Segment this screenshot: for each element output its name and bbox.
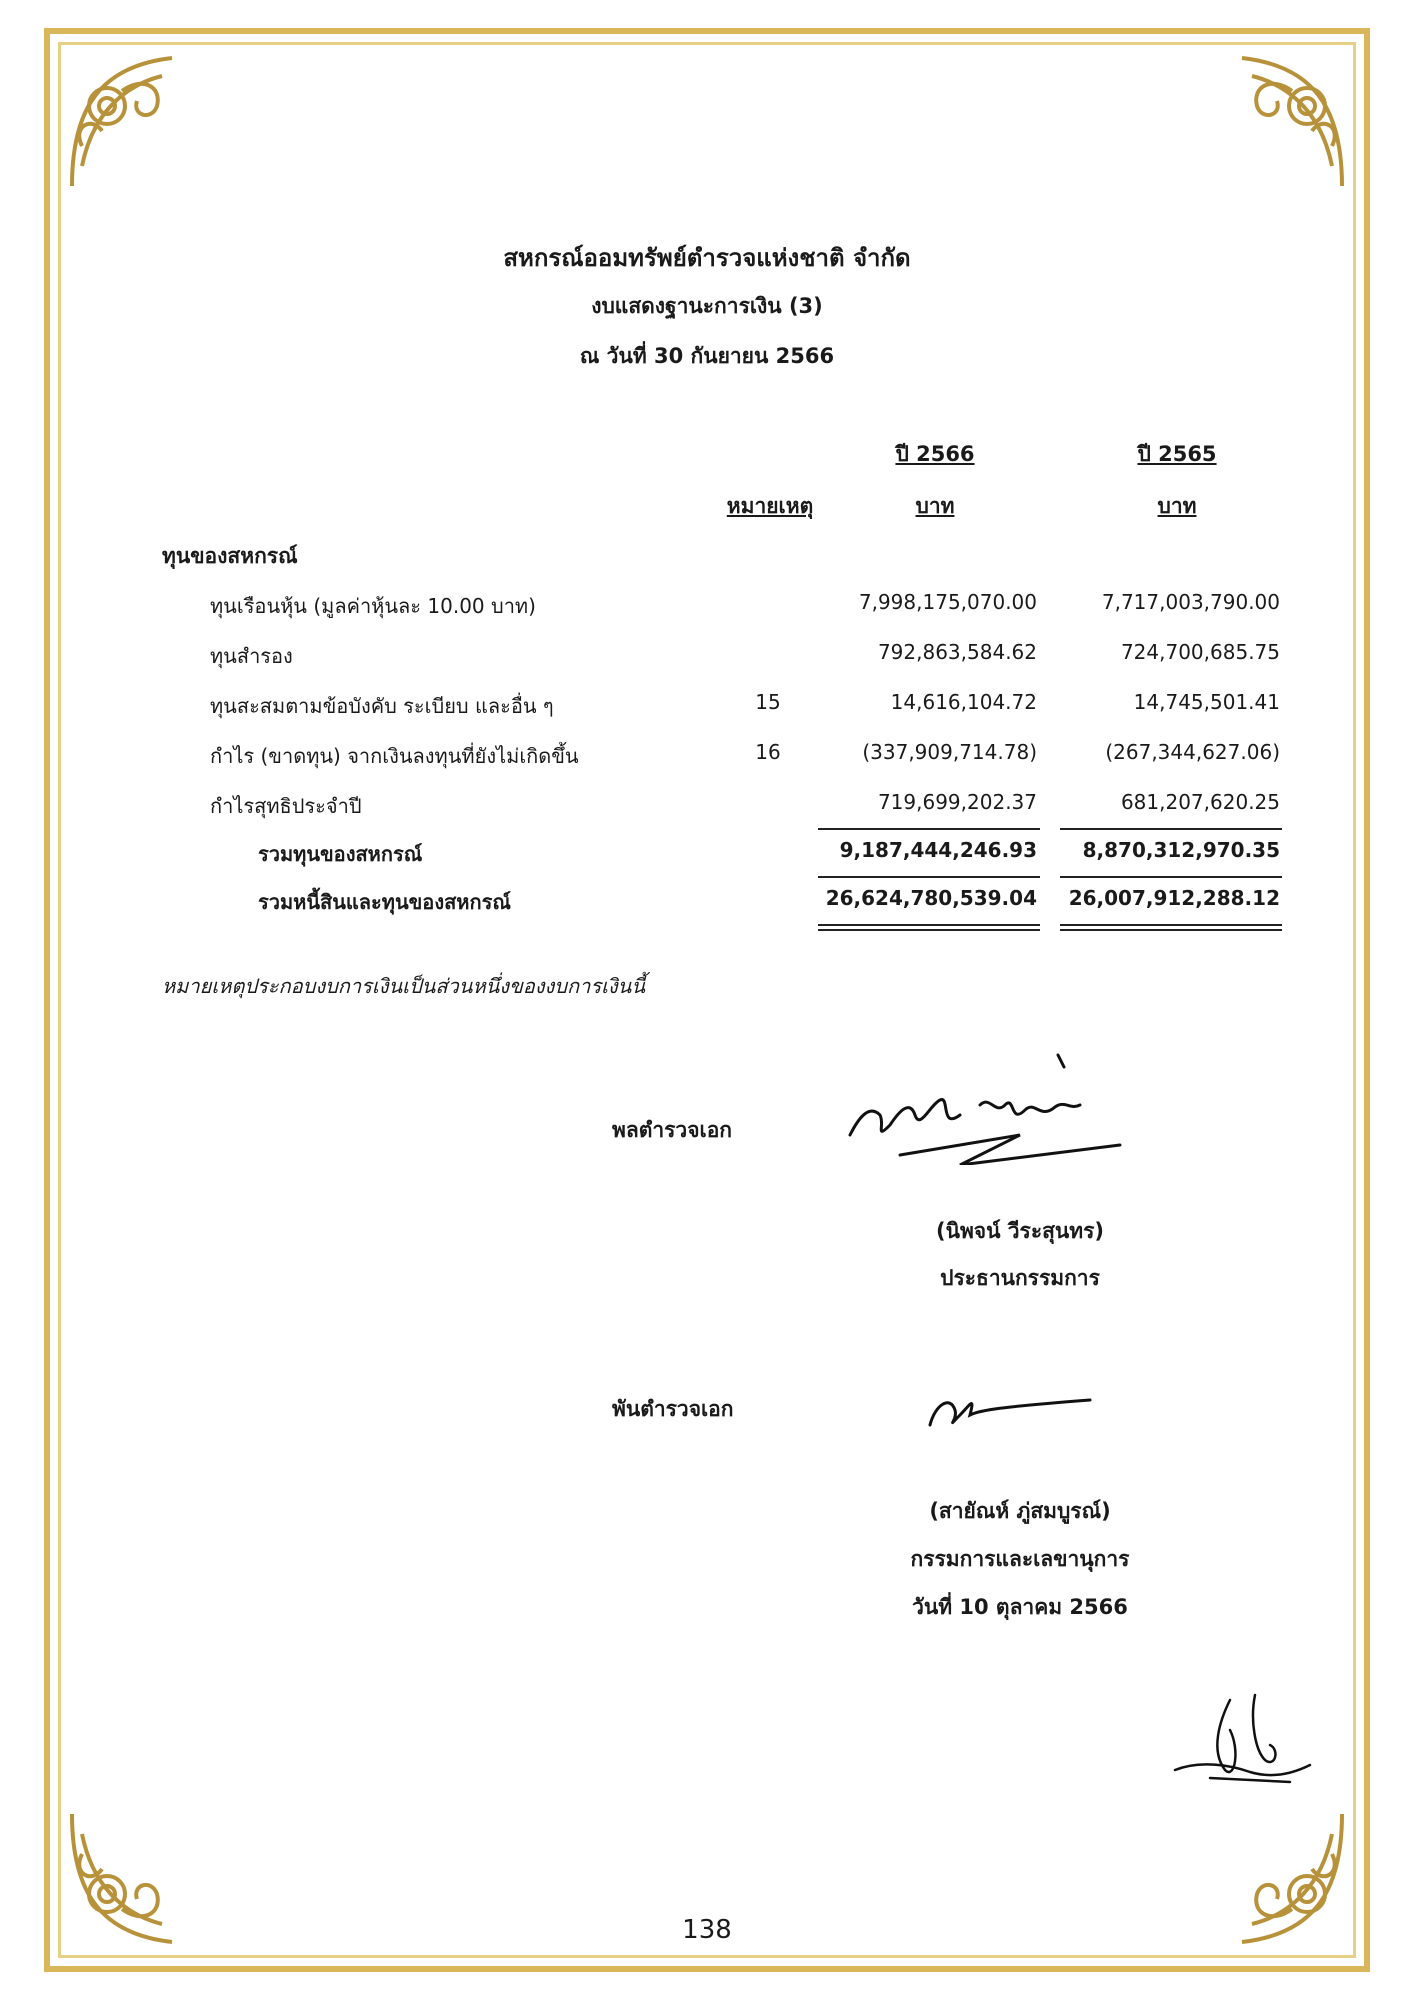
column-header-note: หมายเหตุ: [726, 494, 814, 518]
signing-date: วันที่ 10 ตุลาคม 2566: [912, 1595, 1128, 1619]
row-value-2566: 14,616,104.72: [890, 690, 1037, 714]
total-row: [0, 838, 1414, 878]
table-row: [0, 790, 1414, 830]
grand-total-label: รวมหนี้สินและทุนของสหกรณ์: [258, 890, 511, 914]
signature-1: [840, 1045, 1140, 1165]
grand-total-value-2565: 26,007,912,288.12: [1068, 886, 1280, 910]
row-value-2566: 719,699,202.37: [877, 790, 1037, 814]
grand-total-row: [0, 886, 1414, 926]
grand-total-double-rule-2566: [818, 924, 1040, 931]
signatory-name-2: (สายัณห์ ภู่สมบูรณ์): [929, 1499, 1111, 1523]
subtotal-rule-2566: [818, 828, 1040, 830]
grand-total-double-rule-2565: [1060, 924, 1282, 931]
total-value-2565: 8,870,312,970.35: [1082, 838, 1280, 862]
row-value-2565: 681,207,620.25: [1120, 790, 1280, 814]
row-label: ทุนสำรอง: [210, 644, 293, 668]
organization-title: สหกรณ์ออมทรัพย์ตำรวจแห่งชาติ จำกัด: [503, 244, 911, 272]
row-label: ทุนสะสมตามข้อบังคับ ระเบียบ และอื่น ๆ: [210, 694, 554, 718]
row-value-2566: 792,863,584.62: [877, 640, 1037, 664]
total-rule-2566: [818, 876, 1040, 878]
table-row: [0, 690, 1414, 730]
row-label: ทุนเรือนหุ้น (มูลค่าหุ้นละ 10.00 บาท): [210, 594, 536, 618]
signatory-position-1: ประธานกรรมการ: [940, 1266, 1100, 1290]
column-header-unit-2566: บาท: [915, 494, 955, 518]
total-label: รวมทุนของสหกรณ์: [258, 842, 423, 866]
table-row: [0, 640, 1414, 680]
row-value-2565: 14,745,501.41: [1133, 690, 1280, 714]
corner-ornament-top-left: [62, 46, 212, 196]
row-label: กำไร (ขาดทุน) จากเงินลงทุนที่ยังไม่เกิดขึ้น: [210, 744, 579, 768]
row-note: 16: [755, 740, 781, 764]
row-value-2566: 7,998,175,070.00: [858, 590, 1037, 614]
column-header-unit-2565: บาท: [1157, 494, 1197, 518]
subtotal-rule-2565: [1060, 828, 1282, 830]
financial-footnote: หมายเหตุประกอบงบการเงินเป็นส่วนหนึ่งของงบการเงินนี้: [162, 974, 646, 998]
initials-signature: [1170, 1690, 1320, 1800]
column-header-year-2566: ปี 2566: [895, 442, 975, 466]
section-title: ทุนของสหกรณ์: [162, 544, 298, 568]
row-value-2565: 7,717,003,790.00: [1101, 590, 1280, 614]
statement-date: ณ วันที่ 30 กันยายน 2566: [579, 344, 835, 368]
signature-2: [920, 1375, 1100, 1435]
total-rule-2565: [1060, 876, 1282, 878]
signatory-rank-1: พลตำรวจเอก: [612, 1118, 733, 1142]
row-note: 15: [755, 690, 781, 714]
table-row: [0, 740, 1414, 780]
row-label: กำไรสุทธิประจำปี: [210, 794, 362, 818]
signatory-name-1: (นิพจน์ วีระสุนทร): [935, 1219, 1104, 1243]
signatory-rank-2: พันตำรวจเอก: [612, 1397, 734, 1421]
corner-ornament-top-right: [1202, 46, 1352, 196]
grand-total-value-2566: 26,624,780,539.04: [825, 886, 1037, 910]
table-row: [0, 590, 1414, 630]
row-value-2565: (267,344,627.06): [1105, 740, 1280, 764]
row-value-2565: 724,700,685.75: [1120, 640, 1280, 664]
row-value-2566: (337,909,714.78): [862, 740, 1037, 764]
total-value-2566: 9,187,444,246.93: [839, 838, 1037, 862]
column-header-year-2565: ปี 2565: [1137, 442, 1217, 466]
page-number: 138: [682, 1915, 732, 1945]
signatory-position-2: กรรมการและเลขานุการ: [910, 1547, 1130, 1571]
statement-title: งบแสดงฐานะการเงิน (3): [591, 294, 823, 318]
